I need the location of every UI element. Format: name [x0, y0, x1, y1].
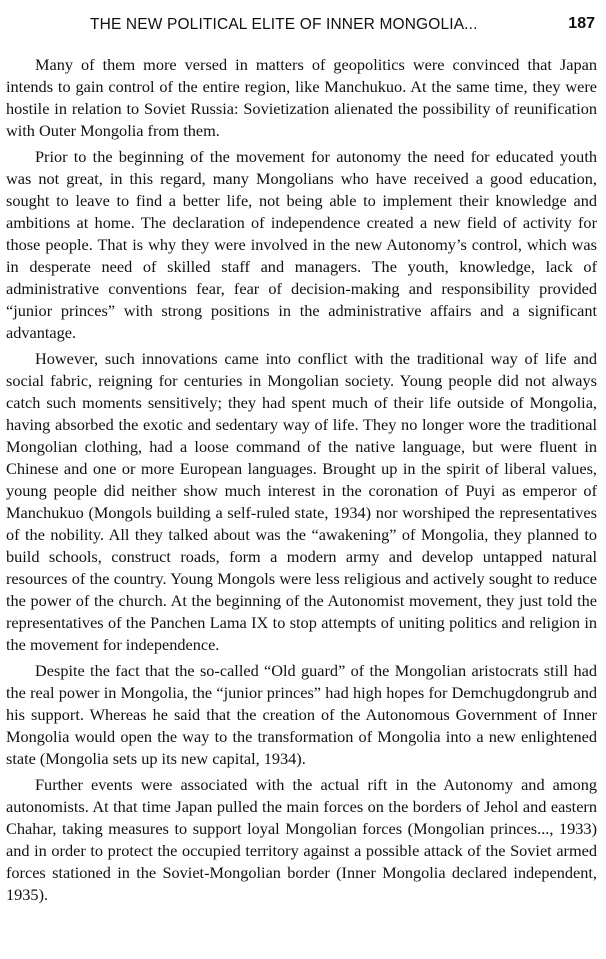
paragraph-4: Despite the fact that the so-called “Old guard” of the Mongolian aristocrats still had the real power in Mongolia, the “junior princes” had high hopes for Demchugdongrub and his support. Whereas he said that the creation of the Autonomous Government of Inner Mongolia would open the way to the transformation of Mongolia into a new enlightened state (Mongolia sets up its new capital, 1934). — [6, 661, 597, 768]
body-text — [6, 54, 597, 906]
paragraph-3: However, such innovations came into conflict with the traditional way of life and social fabric, reigning for centuries in Mongolian society. Young people did not always catch such moments sensitively; they had spent much of their life outside of Mongolia, having absorbed the exotic and sedentary way of life. They no longer wore the traditional Mongolian clothing, had a loose command of the native language, but were fluent in Chinese and one or more European languages. Brought up in the spirit of liberal values, young people did neither show much interest in the coronation of Puyi as emperor of Manchukuo (Mongols building a self-ruled state, 1934) nor worshiped the representatives of the nobility. All they talked about was the “awakening” of Mongolia, they planned to build schools, construct roads, form a modern army and develop untapped natural resources of the country. Young Mongols were less religious and actively sought to reduce the power of the church. At the beginning of the Autonomist movement, they just told the representatives of the Panchen Lama IX to stop attempts of uniting politics and religion in the movement for independence. — [6, 349, 597, 654]
page-number: 187 — [568, 15, 595, 32]
running-title: THE NEW POLITICAL ELITE OF INNER MONGOLIA... — [90, 16, 478, 33]
paragraph-1: Many of them more versed in matters of geopolitics were convinced that Japan intends to gain control of the entire region, like Manchukuo. At the same time, they were hostile in relation to Soviet Russia: Sovietization alienated the possibility of reunification with Outer Mongolia from them. — [6, 55, 597, 140]
paragraph-5: Further events were associated with the actual rift in the Autonomy and among autonomists. At that time Japan pulled the main forces on the borders of Jehol and eastern Chahar, taking measures to support loyal Mongolian forces (Mongolian princes..., 1933) and in order to protect the occupied territory against a possible attack of the Soviet armed forces stationed in the Soviet-Mongolian border (Inner Mongolia declared independent, 1935). — [6, 775, 597, 904]
page-header — [6, 10, 597, 40]
paragraph-2: Prior to the beginning of the movement for autonomy the need for educated youth was not great, in this regard, many Mongolians who have received a good education, sought to leave to find a better life, not being able to implement their knowledge and ambitions at home. The declaration of independence created a new field of activity for those people. That is why they were involved in the new Autonomy’s control, which was in desperate need of skilled staff and managers. The youth, knowledge, lack of administrative conventions fear, fear of decision-making and responsibility provided “junior princes” with strong positions in the administrative affairs and a significant advantage. — [6, 147, 597, 342]
